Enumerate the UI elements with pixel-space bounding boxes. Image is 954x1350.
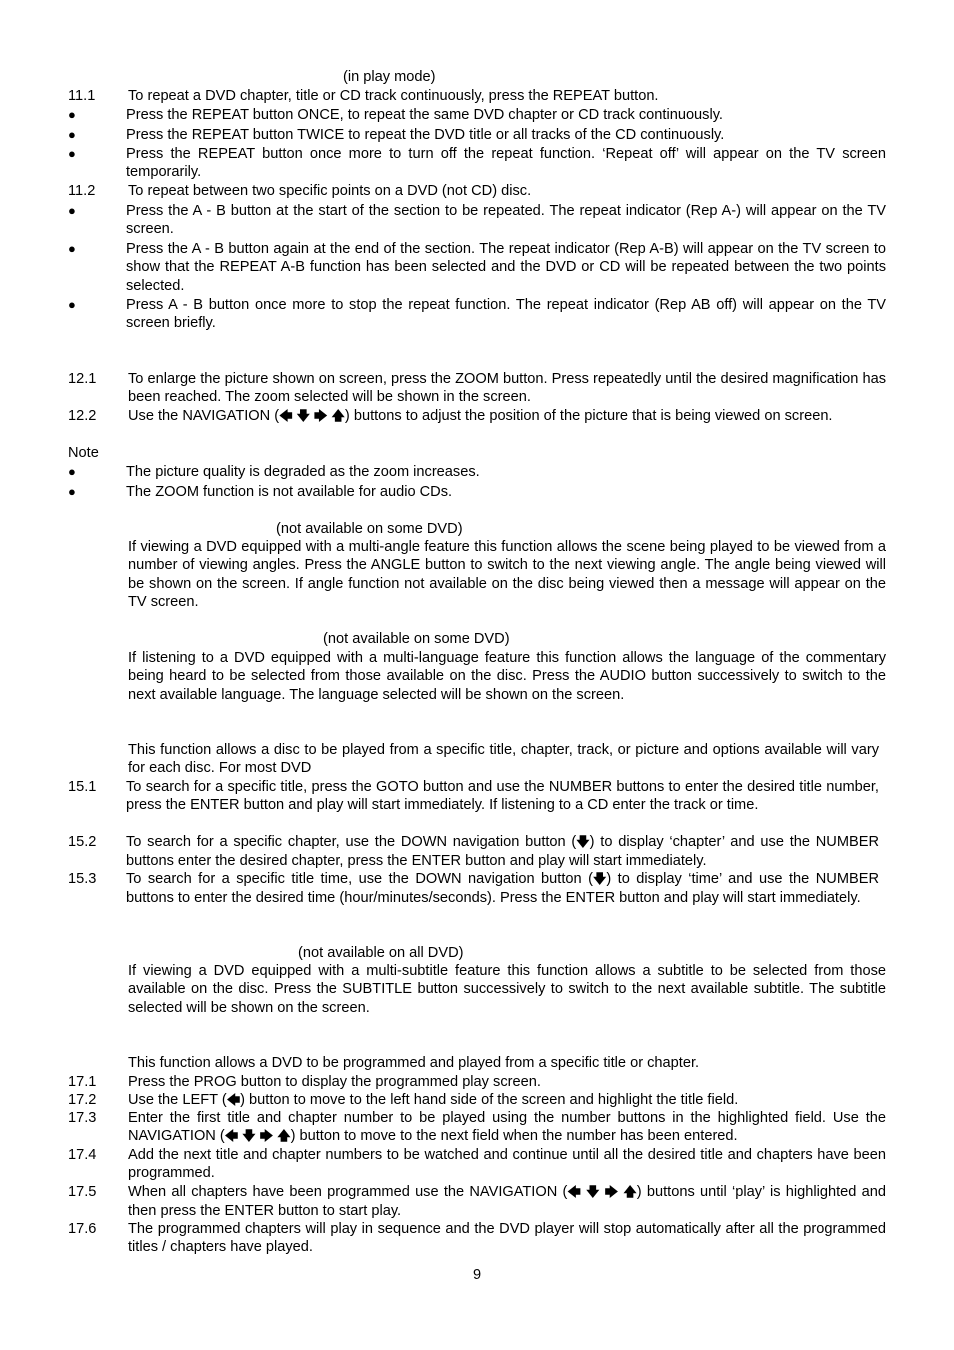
section-note: (not available on some DVD): [276, 521, 463, 537]
item-text: To search for a specific title, press the GOTO button and use the NUMBER buttons to enter the desired title number, press the ENTER button and play will start immediately. If listening to a CD enter the track or time.: [126, 779, 879, 814]
item-number: 12.2: [68, 408, 97, 424]
bullet-icon: ●: [68, 484, 76, 499]
right-arrow-icon: 🡆: [314, 409, 328, 424]
down-arrow-icon: 🡇: [242, 1129, 256, 1145]
item-text: Use the NAVIGATION (🡄 🡇 🡆 🡅) buttons to adjust the position of the picture that is being viewed on screen.: [128, 408, 833, 424]
section-note: (not available on all DVD): [298, 945, 464, 961]
bullet-text: Press A - B button once more to stop the repeat function. The repeat indicator (Rep AB off) will appear on the TV screen briefly.: [126, 297, 886, 332]
down-arrow-icon: 🡇: [296, 409, 310, 424]
bullet-icon: ●: [68, 107, 76, 122]
paragraph: If viewing a DVD equipped with a multi-angle feature this function allows the scene being played to be viewed from a number of viewing angles. Press the ANGLE button to switch to the next viewing angle. The angle being viewed will be shown on the screen. If angle function not available on the disc being viewed then a message will appear on the TV screen.: [128, 539, 886, 611]
up-arrow-icon: 🡅: [623, 1185, 637, 1200]
section-note: (in play mode): [343, 69, 436, 85]
paragraph: If listening to a DVD equipped with a multi-language feature this function allows the language of the commentary being heard to be selected from those available on the disc. Press the AUDIO button successively to switch to the next available language. The language selected will be shown on the screen.: [128, 650, 886, 703]
item-number: 17.1: [68, 1074, 97, 1090]
bullet-text: Press the REPEAT button TWICE to repeat the DVD title or all tracks of the CD continuously.: [126, 127, 725, 143]
bullet-icon: ●: [68, 146, 76, 161]
section-note: (not available on some DVD): [323, 631, 510, 647]
item-text: The programmed chapters will play in sequence and the DVD player will stop automatically after all the programmed titles / chapters have played.: [128, 1221, 886, 1256]
item-number: 15.3: [68, 871, 97, 887]
item-number: 17.4: [68, 1147, 97, 1163]
bullet-icon: ●: [68, 241, 76, 256]
bullet-text: The ZOOM function is not available for audio CDs.: [126, 484, 453, 500]
bullet-icon: ●: [68, 464, 76, 479]
down-arrow-icon: 🡇: [592, 872, 607, 887]
bullet-text: Press the A - B button again at the end of the section. The repeat indicator (Rep A-B) will appear on the TV screen to show that the REPEAT A-B function has been selected and the DVD or CD will be repeated between the two points selected.: [126, 241, 886, 294]
item-number: 17.2: [68, 1092, 97, 1108]
item-text: Add the next title and chapter numbers to be watched and continue until all the desired title and chapters have been programmed.: [128, 1147, 886, 1182]
item-number: 11.1: [68, 88, 96, 104]
left-arrow-icon: 🡄: [226, 1093, 241, 1108]
left-arrow-icon: 🡄: [567, 1185, 581, 1200]
down-arrow-icon: 🡇: [586, 1185, 600, 1200]
item-text: Enter the first title and chapter number to be played using the number buttons in the highlighted field. Use the NAVIGATION (🡄 🡇 🡆 🡅) button to move to the next field when the number has been entered.: [128, 1110, 886, 1145]
item-number: 17.6: [68, 1221, 97, 1237]
bullet-text: The picture quality is degraded as the zoom increases.: [126, 464, 480, 480]
bullet-text: Press the REPEAT button once more to turn off the repeat function. ‘Repeat off’ will appear on the TV screen temporarily.: [126, 146, 886, 181]
right-arrow-icon: 🡆: [259, 1129, 274, 1145]
item-number: 17.5: [68, 1184, 97, 1200]
note-label: Note: [68, 445, 99, 461]
bullet-icon: ●: [68, 297, 76, 312]
item-number: 11.2: [68, 183, 96, 199]
up-arrow-icon: 🡅: [277, 1129, 291, 1145]
left-arrow-icon: 🡄: [279, 409, 293, 424]
item-text: When all chapters have been programmed use the NAVIGATION (🡄 🡇 🡆 🡅) buttons until ‘play’ is highlighted and then press the ENTER button to start play.: [128, 1184, 887, 1220]
item-text: Use the LEFT (🡄) button to move to the left hand side of the screen and highlight the title field.: [128, 1092, 739, 1108]
bullet-icon: ●: [68, 203, 76, 218]
item-text: To search for a specific title time, use the DOWN navigation button (🡇) to display ‘time’ and use the NUMBER buttons to enter the desired time (hour/minutes/seconds). Press the ENTER button and play will start immediately.: [126, 871, 879, 907]
bullet-text: Press the A - B button at the start of the section to be repeated. The repeat indicator (Rep A-) will appear on the TV screen.: [126, 203, 886, 238]
item-number: 17.3: [68, 1110, 97, 1126]
up-arrow-icon: 🡅: [331, 409, 345, 424]
item-text: To search for a specific chapter, use the DOWN navigation button (🡇) to display ‘chapter’ and use the NUMBER buttons enter the desired chapter, press the ENTER button and play will start immediately.: [126, 834, 879, 870]
left-arrow-icon: 🡄: [224, 1129, 239, 1145]
paragraph: This function allows a disc to be played from a specific title, chapter, track, or picture and options available will vary for each disc. For most DVD: [128, 742, 879, 777]
bullet-icon: ●: [68, 127, 76, 142]
paragraph: If viewing a DVD equipped with a multi-subtitle feature this function allows a subtitle to be selected from those available on the disc. Press the SUBTITLE button successively to switch to the next available subtitle. The subtitle selected will be shown on the screen.: [128, 963, 886, 1016]
bullet-text: Press the REPEAT button ONCE, to repeat the same DVD chapter or CD track continuously.: [126, 107, 723, 123]
item-number: 15.2: [68, 834, 97, 850]
down-arrow-icon: 🡇: [576, 835, 590, 850]
item-text: To repeat a DVD chapter, title or CD track continuously, press the REPEAT button.: [128, 88, 659, 104]
page-number: 9: [472, 1267, 482, 1283]
item-text: To repeat between two specific points on a DVD (not CD) disc.: [128, 183, 532, 199]
item-text: Press the PROG button to display the programmed play screen.: [128, 1074, 541, 1090]
item-number: 15.1: [68, 779, 97, 795]
right-arrow-icon: 🡆: [604, 1185, 619, 1200]
item-text: To enlarge the picture shown on screen, press the ZOOM button. Press repeatedly until the desired magnification has been reached. The zoom selected will be shown in the screen.: [128, 371, 886, 406]
item-number: 12.1: [68, 371, 97, 387]
paragraph: This function allows a DVD to be programmed and played from a specific title or chapter.: [128, 1055, 700, 1071]
